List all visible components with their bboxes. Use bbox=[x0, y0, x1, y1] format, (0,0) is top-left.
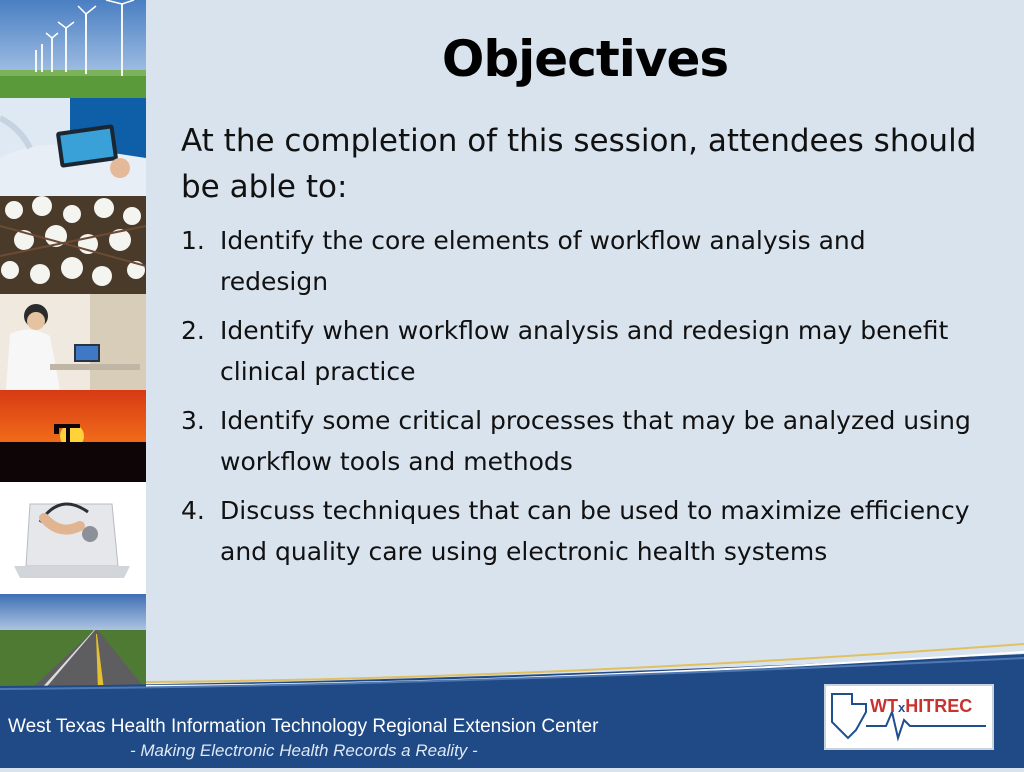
list-number: 4. bbox=[181, 496, 205, 525]
list-item bbox=[181, 220, 971, 302]
doctor-tablet-photo bbox=[0, 98, 146, 196]
logo-prefix: WT bbox=[870, 696, 898, 716]
list-text: Identify some critical processes that may be analyzed using workflow tools and methods bbox=[220, 406, 971, 476]
doctor-laptop-photo bbox=[0, 294, 146, 390]
slide-title: Objectives bbox=[441, 30, 729, 88]
list-item bbox=[181, 400, 971, 482]
list-item bbox=[181, 310, 971, 392]
logo-text bbox=[870, 696, 972, 717]
footer-organization: West Texas Health Information Technology Regional Extension Center bbox=[8, 716, 599, 737]
footer-tagline: - Making Electronic Health Records a Reality - bbox=[130, 741, 478, 760]
list-number: 3. bbox=[181, 406, 205, 435]
intro-text: At the completion of this session, attendees should be able to: bbox=[181, 123, 977, 205]
list-text: Discuss techniques that can be used to maximize efficiency and quality care using electronic health systems bbox=[220, 496, 970, 566]
list-text: Identify the core elements of workflow analysis and redesign bbox=[220, 226, 866, 296]
wtxhitrec-logo bbox=[824, 684, 994, 750]
list-number: 1. bbox=[181, 226, 205, 255]
photo-strip bbox=[0, 0, 146, 690]
cotton-field-photo bbox=[0, 196, 146, 294]
list-number: 2. bbox=[181, 316, 205, 345]
list-text: Identify when workflow analysis and redesign may benefit clinical practice bbox=[220, 316, 949, 386]
stethoscope-laptop-photo bbox=[0, 482, 146, 594]
list-item bbox=[181, 490, 971, 572]
logo-suffix: HITREC bbox=[905, 696, 973, 716]
logo-x: x bbox=[897, 700, 906, 715]
sunset-oil-pump-photo bbox=[0, 390, 146, 482]
objectives-list bbox=[181, 220, 971, 580]
wind-turbines-photo bbox=[0, 0, 146, 98]
